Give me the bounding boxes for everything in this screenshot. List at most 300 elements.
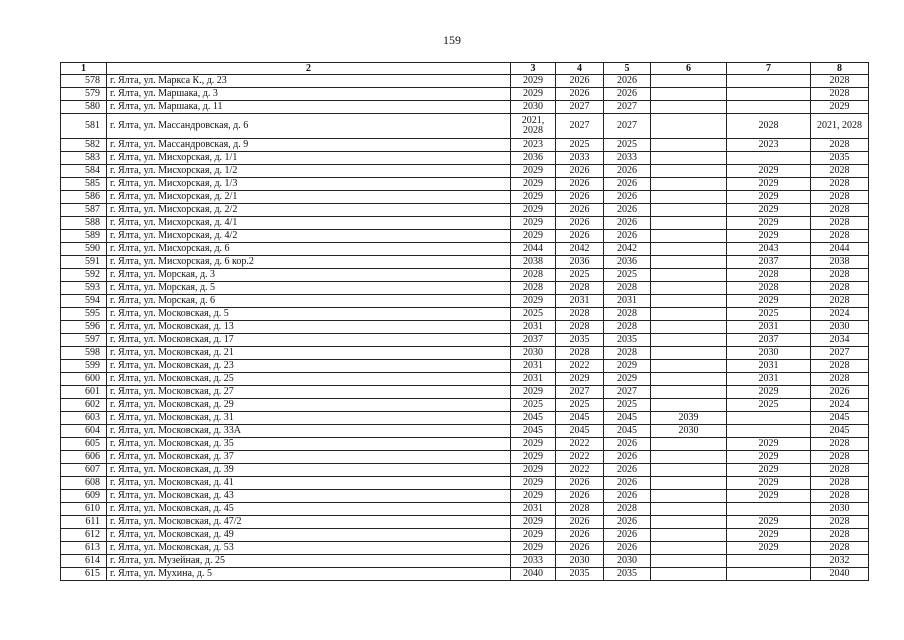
year-cell-5: 2025 (604, 269, 651, 282)
year-cell-5: 2026 (604, 451, 651, 464)
year-cell-4: 2025 (556, 139, 604, 152)
table-row (61, 321, 869, 334)
year-cell-6 (651, 256, 727, 269)
year-cell-6 (651, 308, 727, 321)
year-cell-7 (727, 412, 811, 425)
year-cell-5: 2026 (604, 217, 651, 230)
year-cell-8: 2028 (811, 282, 869, 295)
table-row (61, 191, 869, 204)
year-cell-3: 2044 (511, 243, 556, 256)
year-cell-5: 2025 (604, 139, 651, 152)
year-cell-8: 2045 (811, 425, 869, 438)
year-cell-6 (651, 191, 727, 204)
year-cell-3: 2029 (511, 451, 556, 464)
year-cell-5: 2028 (604, 282, 651, 295)
year-cell-4: 2026 (556, 490, 604, 503)
year-cell-6 (651, 204, 727, 217)
year-cell-6 (651, 477, 727, 490)
address-cell: г. Ялта, ул. Мисхорская, д. 6 кор.2 (107, 256, 511, 269)
year-cell-3: 2023 (511, 139, 556, 152)
year-cell-7: 2029 (727, 295, 811, 308)
year-cell-7: 2029 (727, 230, 811, 243)
row-number-cell: 609 (61, 490, 107, 503)
address-cell: г. Ялта, ул. Мисхорская, д. 6 (107, 243, 511, 256)
row-number-cell: 595 (61, 308, 107, 321)
table-row (61, 425, 869, 438)
year-cell-5: 2035 (604, 334, 651, 347)
year-cell-7: 2031 (727, 321, 811, 334)
table-row (61, 75, 869, 88)
year-cell-6 (651, 139, 727, 152)
year-cell-5: 2027 (604, 386, 651, 399)
year-cell-4: 2045 (556, 425, 604, 438)
year-cell-7 (727, 555, 811, 568)
year-cell-4: 2036 (556, 256, 604, 269)
year-cell-7: 2028 (727, 114, 811, 139)
address-cell: г. Ялта, ул. Московская, д. 29 (107, 399, 511, 412)
year-cell-4: 2025 (556, 399, 604, 412)
row-number-cell: 590 (61, 243, 107, 256)
table-row (61, 139, 869, 152)
table-row (61, 230, 869, 243)
year-cell-4: 2029 (556, 373, 604, 386)
year-cell-6 (651, 152, 727, 165)
year-cell-6 (651, 321, 727, 334)
table-row (61, 451, 869, 464)
address-cell: г. Ялта, ул. Московская, д. 37 (107, 451, 511, 464)
year-cell-4: 2026 (556, 165, 604, 178)
year-cell-6 (651, 269, 727, 282)
year-cell-5: 2026 (604, 438, 651, 451)
year-cell-8: 2028 (811, 542, 869, 555)
address-cell: г. Ялта, ул. Маршака, д. 3 (107, 88, 511, 101)
column-header: 8 (811, 63, 869, 75)
year-cell-3: 2029 (511, 75, 556, 88)
column-header: 3 (511, 63, 556, 75)
address-cell: г. Ялта, ул. Маркса К., д. 23 (107, 75, 511, 88)
table-row (61, 152, 869, 165)
year-cell-8: 2029 (811, 101, 869, 114)
column-header: 2 (107, 63, 511, 75)
row-number-cell: 591 (61, 256, 107, 269)
year-cell-8: 2026 (811, 386, 869, 399)
row-number-cell: 588 (61, 217, 107, 230)
year-cell-7 (727, 152, 811, 165)
year-cell-4: 2026 (556, 204, 604, 217)
row-number-cell: 594 (61, 295, 107, 308)
year-cell-3: 2025 (511, 399, 556, 412)
year-cell-8: 2028 (811, 191, 869, 204)
address-cell: г. Ялта, ул. Московская, д. 31 (107, 412, 511, 425)
year-cell-5: 2042 (604, 243, 651, 256)
year-cell-7: 2029 (727, 451, 811, 464)
year-cell-8: 2028 (811, 529, 869, 542)
year-cell-5: 2027 (604, 101, 651, 114)
year-cell-3: 2021, 2028 (511, 114, 556, 139)
column-header: 1 (61, 63, 107, 75)
year-cell-3: 2025 (511, 308, 556, 321)
year-cell-3: 2030 (511, 347, 556, 360)
year-cell-5: 2026 (604, 529, 651, 542)
row-number-cell: 612 (61, 529, 107, 542)
column-header: 7 (727, 63, 811, 75)
year-cell-7 (727, 425, 811, 438)
year-cell-6 (651, 334, 727, 347)
year-cell-7 (727, 75, 811, 88)
year-cell-3: 2029 (511, 386, 556, 399)
address-cell: г. Ялта, ул. Морская, д. 6 (107, 295, 511, 308)
address-cell: г. Ялта, ул. Московская, д. 17 (107, 334, 511, 347)
year-cell-8: 2028 (811, 88, 869, 101)
year-cell-6 (651, 555, 727, 568)
year-cell-3: 2045 (511, 425, 556, 438)
row-number-cell: 582 (61, 139, 107, 152)
year-cell-7: 2029 (727, 178, 811, 191)
year-cell-5: 2027 (604, 114, 651, 139)
table-row (61, 555, 869, 568)
year-cell-6 (651, 451, 727, 464)
year-cell-6 (651, 347, 727, 360)
table-row (61, 295, 869, 308)
row-number-cell: 610 (61, 503, 107, 516)
year-cell-6 (651, 399, 727, 412)
year-cell-6 (651, 282, 727, 295)
year-cell-4: 2031 (556, 295, 604, 308)
year-cell-3: 2029 (511, 542, 556, 555)
year-cell-8: 2028 (811, 178, 869, 191)
year-cell-7: 2029 (727, 191, 811, 204)
year-cell-7: 2031 (727, 360, 811, 373)
year-cell-5: 2029 (604, 360, 651, 373)
table-row (61, 243, 869, 256)
year-cell-3: 2029 (511, 230, 556, 243)
address-cell: г. Ялта, ул. Московская, д. 23 (107, 360, 511, 373)
row-number-cell: 600 (61, 373, 107, 386)
year-cell-8: 2028 (811, 451, 869, 464)
year-cell-5: 2026 (604, 477, 651, 490)
year-cell-4: 2028 (556, 308, 604, 321)
year-cell-8: 2021, 2028 (811, 114, 869, 139)
row-number-cell: 598 (61, 347, 107, 360)
table-row (61, 334, 869, 347)
year-cell-4: 2028 (556, 321, 604, 334)
row-number-cell: 613 (61, 542, 107, 555)
row-number-cell: 581 (61, 114, 107, 139)
year-cell-7: 2030 (727, 347, 811, 360)
year-cell-7: 2029 (727, 490, 811, 503)
year-cell-5: 2026 (604, 178, 651, 191)
year-cell-3: 2028 (511, 282, 556, 295)
year-cell-7: 2028 (727, 282, 811, 295)
year-cell-4: 2026 (556, 75, 604, 88)
table-row (61, 490, 869, 503)
table-row (61, 204, 869, 217)
year-cell-5: 2026 (604, 88, 651, 101)
address-cell: г. Ялта, ул. Мухина, д. 5 (107, 568, 511, 581)
year-cell-7: 2029 (727, 438, 811, 451)
address-cell: г. Ялта, ул. Морская, д. 5 (107, 282, 511, 295)
year-cell-6 (651, 114, 727, 139)
column-header: 5 (604, 63, 651, 75)
year-cell-4: 2028 (556, 347, 604, 360)
year-cell-8: 2028 (811, 373, 869, 386)
year-cell-7: 2029 (727, 542, 811, 555)
year-cell-6 (651, 386, 727, 399)
table-row (61, 529, 869, 542)
year-cell-8: 2024 (811, 399, 869, 412)
year-cell-8: 2028 (811, 217, 869, 230)
year-cell-8: 2027 (811, 347, 869, 360)
year-cell-4: 2028 (556, 503, 604, 516)
address-cell: г. Ялта, ул. Мисхорская, д. 2/2 (107, 204, 511, 217)
year-cell-5: 2033 (604, 152, 651, 165)
year-cell-5: 2031 (604, 295, 651, 308)
year-cell-6 (651, 243, 727, 256)
row-number-cell: 611 (61, 516, 107, 529)
table-row (61, 256, 869, 269)
year-cell-3: 2040 (511, 568, 556, 581)
year-cell-4: 2026 (556, 88, 604, 101)
address-cell: г. Ялта, ул. Мисхорская, д. 1/3 (107, 178, 511, 191)
year-cell-8: 2030 (811, 503, 869, 516)
year-cell-4: 2022 (556, 451, 604, 464)
year-cell-3: 2029 (511, 477, 556, 490)
table-row (61, 373, 869, 386)
table-row (61, 477, 869, 490)
year-cell-3: 2037 (511, 334, 556, 347)
year-cell-7: 2025 (727, 308, 811, 321)
year-cell-4: 2027 (556, 114, 604, 139)
address-cell: г. Ялта, ул. Мисхорская, д. 1/2 (107, 165, 511, 178)
year-cell-5: 2026 (604, 191, 651, 204)
year-cell-4: 2025 (556, 269, 604, 282)
row-number-cell: 592 (61, 269, 107, 282)
address-cell: г. Ялта, ул. Массандровская, д. 6 (107, 114, 511, 139)
year-cell-5: 2028 (604, 503, 651, 516)
year-cell-7: 2029 (727, 529, 811, 542)
year-cell-5: 2030 (604, 555, 651, 568)
year-cell-4: 2030 (556, 555, 604, 568)
year-cell-8: 2024 (811, 308, 869, 321)
address-cell: г. Ялта, ул. Московская, д. 27 (107, 386, 511, 399)
table-row (61, 399, 869, 412)
table-row (61, 347, 869, 360)
table-row (61, 165, 869, 178)
address-cell: г. Ялта, ул. Московская, д. 35 (107, 438, 511, 451)
year-cell-7: 2028 (727, 269, 811, 282)
table-row (61, 464, 869, 477)
year-cell-8: 2035 (811, 152, 869, 165)
year-cell-8: 2028 (811, 269, 869, 282)
address-cell: г. Ялта, ул. Мисхорская, д. 4/1 (107, 217, 511, 230)
year-cell-7: 2029 (727, 464, 811, 477)
year-cell-5: 2036 (604, 256, 651, 269)
year-cell-6: 2030 (651, 425, 727, 438)
year-cell-4: 2022 (556, 360, 604, 373)
year-cell-4: 2026 (556, 217, 604, 230)
year-cell-5: 2028 (604, 308, 651, 321)
address-cell: г. Ялта, ул. Московская, д. 21 (107, 347, 511, 360)
year-cell-6 (651, 295, 727, 308)
year-cell-8: 2028 (811, 204, 869, 217)
year-cell-8: 2028 (811, 490, 869, 503)
year-cell-4: 2027 (556, 386, 604, 399)
year-cell-6 (651, 178, 727, 191)
year-cell-5: 2035 (604, 568, 651, 581)
year-cell-6 (651, 165, 727, 178)
year-cell-6 (651, 529, 727, 542)
year-cell-4: 2026 (556, 178, 604, 191)
year-cell-7: 2029 (727, 165, 811, 178)
address-cell: г. Ялта, ул. Московская, д. 45 (107, 503, 511, 516)
year-cell-4: 2026 (556, 230, 604, 243)
year-cell-8: 2028 (811, 516, 869, 529)
year-cell-5: 2026 (604, 75, 651, 88)
row-number-cell: 602 (61, 399, 107, 412)
year-cell-7: 2037 (727, 256, 811, 269)
year-cell-3: 2031 (511, 503, 556, 516)
year-cell-5: 2026 (604, 204, 651, 217)
year-cell-6 (651, 438, 727, 451)
row-number-cell: 579 (61, 88, 107, 101)
year-cell-4: 2022 (556, 464, 604, 477)
year-cell-7: 2029 (727, 516, 811, 529)
year-cell-3: 2029 (511, 191, 556, 204)
row-number-cell: 584 (61, 165, 107, 178)
address-cell: г. Ялта, ул. Музейная, д. 25 (107, 555, 511, 568)
year-cell-8: 2045 (811, 412, 869, 425)
table-row (61, 101, 869, 114)
table-row (61, 568, 869, 581)
year-cell-3: 2028 (511, 269, 556, 282)
table-row (61, 516, 869, 529)
year-cell-7 (727, 88, 811, 101)
address-cell: г. Ялта, ул. Маршака, д. 11 (107, 101, 511, 114)
year-cell-7: 2029 (727, 217, 811, 230)
address-cell: г. Ялта, ул. Московская, д. 39 (107, 464, 511, 477)
address-cell: г. Ялта, ул. Морская, д. 3 (107, 269, 511, 282)
year-cell-6 (651, 101, 727, 114)
year-cell-7: 2029 (727, 386, 811, 399)
year-cell-6 (651, 516, 727, 529)
table-header-row (61, 63, 869, 75)
year-cell-3: 2033 (511, 555, 556, 568)
year-cell-3: 2029 (511, 295, 556, 308)
year-cell-3: 2029 (511, 516, 556, 529)
table-row (61, 269, 869, 282)
row-number-cell: 580 (61, 101, 107, 114)
year-cell-7 (727, 503, 811, 516)
year-cell-8: 2028 (811, 165, 869, 178)
table-row (61, 88, 869, 101)
year-cell-5: 2026 (604, 230, 651, 243)
year-cell-3: 2036 (511, 152, 556, 165)
row-number-cell: 608 (61, 477, 107, 490)
table-row (61, 360, 869, 373)
year-cell-6: 2039 (651, 412, 727, 425)
row-number-cell: 597 (61, 334, 107, 347)
row-number-cell: 587 (61, 204, 107, 217)
year-cell-8: 2044 (811, 243, 869, 256)
row-number-cell: 578 (61, 75, 107, 88)
row-number-cell: 604 (61, 425, 107, 438)
year-cell-7: 2029 (727, 477, 811, 490)
year-cell-6 (651, 464, 727, 477)
year-cell-5: 2026 (604, 516, 651, 529)
page-number: 159 (443, 33, 461, 47)
row-number-cell: 583 (61, 152, 107, 165)
address-cell: г. Ялта, ул. Московская, д. 25 (107, 373, 511, 386)
year-cell-4: 2022 (556, 438, 604, 451)
row-number-cell: 601 (61, 386, 107, 399)
year-cell-8: 2034 (811, 334, 869, 347)
address-cell: г. Ялта, ул. Московская, д. 43 (107, 490, 511, 503)
year-cell-4: 2045 (556, 412, 604, 425)
row-number-cell: 586 (61, 191, 107, 204)
year-cell-6 (651, 542, 727, 555)
year-cell-4: 2026 (556, 516, 604, 529)
year-cell-5: 2026 (604, 165, 651, 178)
row-number-cell: 614 (61, 555, 107, 568)
row-number-cell: 593 (61, 282, 107, 295)
year-cell-4: 2027 (556, 101, 604, 114)
row-number-cell: 605 (61, 438, 107, 451)
year-cell-6 (651, 373, 727, 386)
year-cell-5: 2045 (604, 412, 651, 425)
year-cell-3: 2030 (511, 101, 556, 114)
year-cell-3: 2031 (511, 321, 556, 334)
row-number-cell: 606 (61, 451, 107, 464)
address-cell: г. Ялта, ул. Московская, д. 47/2 (107, 516, 511, 529)
row-number-cell: 589 (61, 230, 107, 243)
table-row (61, 542, 869, 555)
address-cell: г. Ялта, ул. Московская, д. 13 (107, 321, 511, 334)
year-cell-5: 2026 (604, 542, 651, 555)
year-cell-8: 2032 (811, 555, 869, 568)
year-cell-6 (651, 88, 727, 101)
schedule-table (60, 62, 869, 581)
year-cell-4: 2028 (556, 282, 604, 295)
year-cell-8: 2028 (811, 360, 869, 373)
year-cell-7: 2025 (727, 399, 811, 412)
year-cell-3: 2045 (511, 412, 556, 425)
year-cell-5: 2026 (604, 464, 651, 477)
table-row (61, 114, 869, 139)
row-number-cell: 607 (61, 464, 107, 477)
year-cell-3: 2029 (511, 178, 556, 191)
year-cell-6 (651, 217, 727, 230)
year-cell-8: 2028 (811, 230, 869, 243)
year-cell-6 (651, 503, 727, 516)
year-cell-3: 2029 (511, 88, 556, 101)
year-cell-4: 2026 (556, 191, 604, 204)
table-row (61, 412, 869, 425)
year-cell-3: 2029 (511, 165, 556, 178)
column-header: 4 (556, 63, 604, 75)
year-cell-5: 2026 (604, 490, 651, 503)
address-cell: г. Ялта, ул. Мисхорская, д. 1/1 (107, 152, 511, 165)
year-cell-8: 2028 (811, 477, 869, 490)
year-cell-7: 2043 (727, 243, 811, 256)
address-cell: г. Ялта, ул. Московская, д. 33А (107, 425, 511, 438)
year-cell-3: 2029 (511, 217, 556, 230)
year-cell-8: 2040 (811, 568, 869, 581)
address-cell: г. Ялта, ул. Московская, д. 41 (107, 477, 511, 490)
year-cell-8: 2028 (811, 75, 869, 88)
address-cell: г. Ялта, ул. Московская, д. 53 (107, 542, 511, 555)
row-number-cell: 585 (61, 178, 107, 191)
year-cell-3: 2038 (511, 256, 556, 269)
